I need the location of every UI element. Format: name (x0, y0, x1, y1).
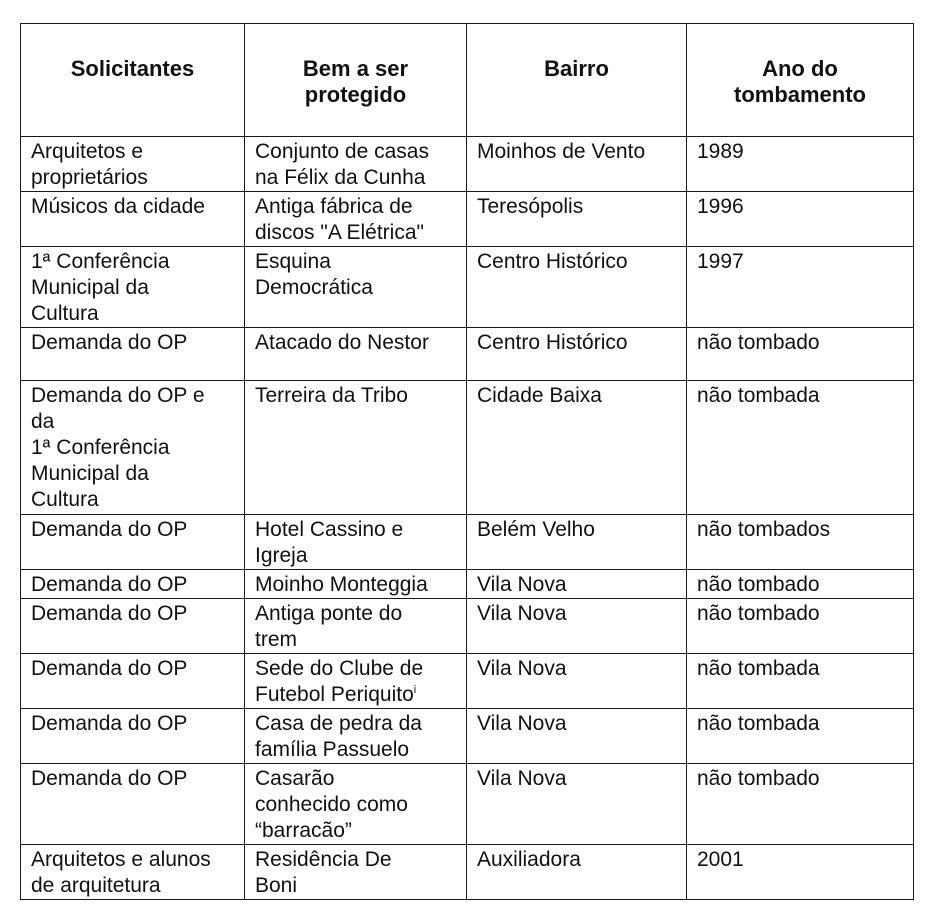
cell-text: Auxiliadora (477, 848, 581, 871)
table-row (21, 381, 914, 515)
cell-text: não tombado (697, 573, 820, 596)
cell-solicitantes (21, 192, 245, 247)
cell-bairro (467, 328, 687, 381)
cell-ano (687, 764, 914, 845)
cell-text: Vila Nova (477, 602, 567, 625)
cell-text: Residência De Boni (255, 848, 392, 897)
cell-text: Vila Nova (477, 767, 567, 790)
cell-bairro (467, 247, 687, 328)
cell-text: Hotel Cassino e Igreja (255, 518, 404, 567)
header-bairro: Bairro (467, 24, 687, 137)
cell-text: Demanda do OP (31, 767, 188, 790)
cell-text: Músicos da cidade (31, 195, 205, 218)
cell-solicitantes (21, 599, 245, 654)
cell-solicitantes (21, 845, 245, 900)
cell-text: Casarão conhecido como “barracão” (255, 767, 408, 842)
cell-bem (245, 137, 467, 192)
cell-text: Moinho Monteggia (255, 573, 428, 596)
cell-text: Antiga ponte do trem (255, 602, 403, 651)
cell-bem (245, 599, 467, 654)
cell-text: Demanda do OP (31, 331, 188, 354)
cell-text: Conjunto de casas na Félix da Cunha (255, 140, 429, 189)
cell-bairro (467, 192, 687, 247)
cell-text: Demanda do OP e da 1ª Conferência Municipal da Cultura (31, 384, 205, 511)
cell-text: não tombada (697, 712, 820, 735)
table-row (21, 599, 914, 654)
cell-ano (687, 599, 914, 654)
table-row (21, 328, 914, 381)
tombamento-table (20, 23, 914, 900)
cell-ano (687, 137, 914, 192)
cell-bem (245, 381, 467, 515)
cell-bairro (467, 381, 687, 515)
cell-ano (687, 247, 914, 328)
cell-text: Demanda do OP (31, 712, 188, 735)
cell-text: não tombados (697, 518, 831, 541)
cell-bem (245, 515, 467, 570)
cell-text: não tombado (697, 767, 820, 790)
cell-text: Cidade Baixa (477, 384, 602, 407)
cell-text: Esquina Democrática (255, 250, 373, 299)
cell-text: 1997 (697, 250, 744, 273)
cell-text: Demanda do OP (31, 573, 188, 596)
cell-ano (687, 709, 914, 764)
cell-text: Vila Nova (477, 573, 567, 596)
cell-bem (245, 247, 467, 328)
cell-text: Demanda do OP (31, 602, 188, 625)
cell-text: 1996 (697, 195, 744, 218)
cell-ano (687, 570, 914, 599)
cell-bem (245, 845, 467, 900)
cell-text: Demanda do OP (31, 518, 188, 541)
cell-bairro (467, 570, 687, 599)
cell-text: Demanda do OP (31, 657, 188, 680)
footnote-marker: i (413, 684, 417, 696)
cell-bem (245, 570, 467, 599)
cell-text: 1989 (697, 140, 744, 163)
cell-solicitantes (21, 381, 245, 515)
cell-text: não tombado (697, 602, 820, 625)
cell-text: Casa de pedra da família Passuelo (255, 712, 422, 761)
cell-ano (687, 845, 914, 900)
table-row (21, 247, 914, 328)
cell-text: não tombada (697, 657, 820, 680)
cell-text: Arquitetos e proprietários (31, 140, 148, 189)
cell-ano (687, 381, 914, 515)
cell-solicitantes (21, 247, 245, 328)
cell-bem (245, 764, 467, 845)
cell-solicitantes (21, 764, 245, 845)
table-row (21, 192, 914, 247)
cell-text: 2001 (697, 848, 744, 871)
header-row (21, 24, 914, 137)
cell-bairro (467, 654, 687, 709)
cell-text: 1ª Conferência Municipal da Cultura (31, 250, 170, 325)
cell-text: Belém Velho (477, 518, 595, 541)
table-row (21, 845, 914, 900)
header-ano: Ano do tombamento (687, 24, 914, 137)
cell-bairro (467, 137, 687, 192)
cell-text: Teresópolis (477, 195, 584, 218)
cell-bem (245, 192, 467, 247)
cell-text: Centro Histórico (477, 250, 628, 273)
cell-solicitantes (21, 137, 245, 192)
cell-text: Centro Histórico (477, 331, 628, 354)
table-row (21, 570, 914, 599)
cell-text: Moinhos de Vento (477, 140, 646, 163)
cell-ano (687, 515, 914, 570)
cell-text: não tombado (697, 331, 820, 354)
cell-bem (245, 328, 467, 381)
header-solicitantes: Solicitantes (21, 24, 245, 137)
table-row (21, 515, 914, 570)
cell-text: Antiga fábrica de discos "A Elétrica" (255, 195, 424, 244)
table-row (21, 764, 914, 845)
table-row (21, 709, 914, 764)
cell-solicitantes (21, 515, 245, 570)
cell-ano (687, 654, 914, 709)
cell-bairro (467, 845, 687, 900)
cell-text: Arquitetos e alunos de arquitetura (31, 848, 211, 897)
table-row (21, 654, 914, 709)
table-row (21, 137, 914, 192)
cell-bairro (467, 764, 687, 845)
cell-solicitantes (21, 328, 245, 381)
cell-text: Vila Nova (477, 712, 567, 735)
cell-solicitantes (21, 709, 245, 764)
cell-bem (245, 654, 467, 709)
cell-solicitantes (21, 570, 245, 599)
cell-bairro (467, 709, 687, 764)
cell-solicitantes (21, 654, 245, 709)
cell-ano (687, 192, 914, 247)
cell-bem (245, 709, 467, 764)
header-bem: Bem a ser protegido (245, 24, 467, 137)
cell-bairro (467, 515, 687, 570)
cell-text: Terreira da Tribo (255, 384, 408, 407)
cell-ano (687, 328, 914, 381)
cell-text: Atacado do Nestor (255, 331, 429, 354)
cell-text: Vila Nova (477, 657, 567, 680)
cell-text: não tombada (697, 384, 820, 407)
cell-bairro (467, 599, 687, 654)
cell-text: Sede do Clube de Futebol Periquito$^i$ (255, 657, 424, 706)
